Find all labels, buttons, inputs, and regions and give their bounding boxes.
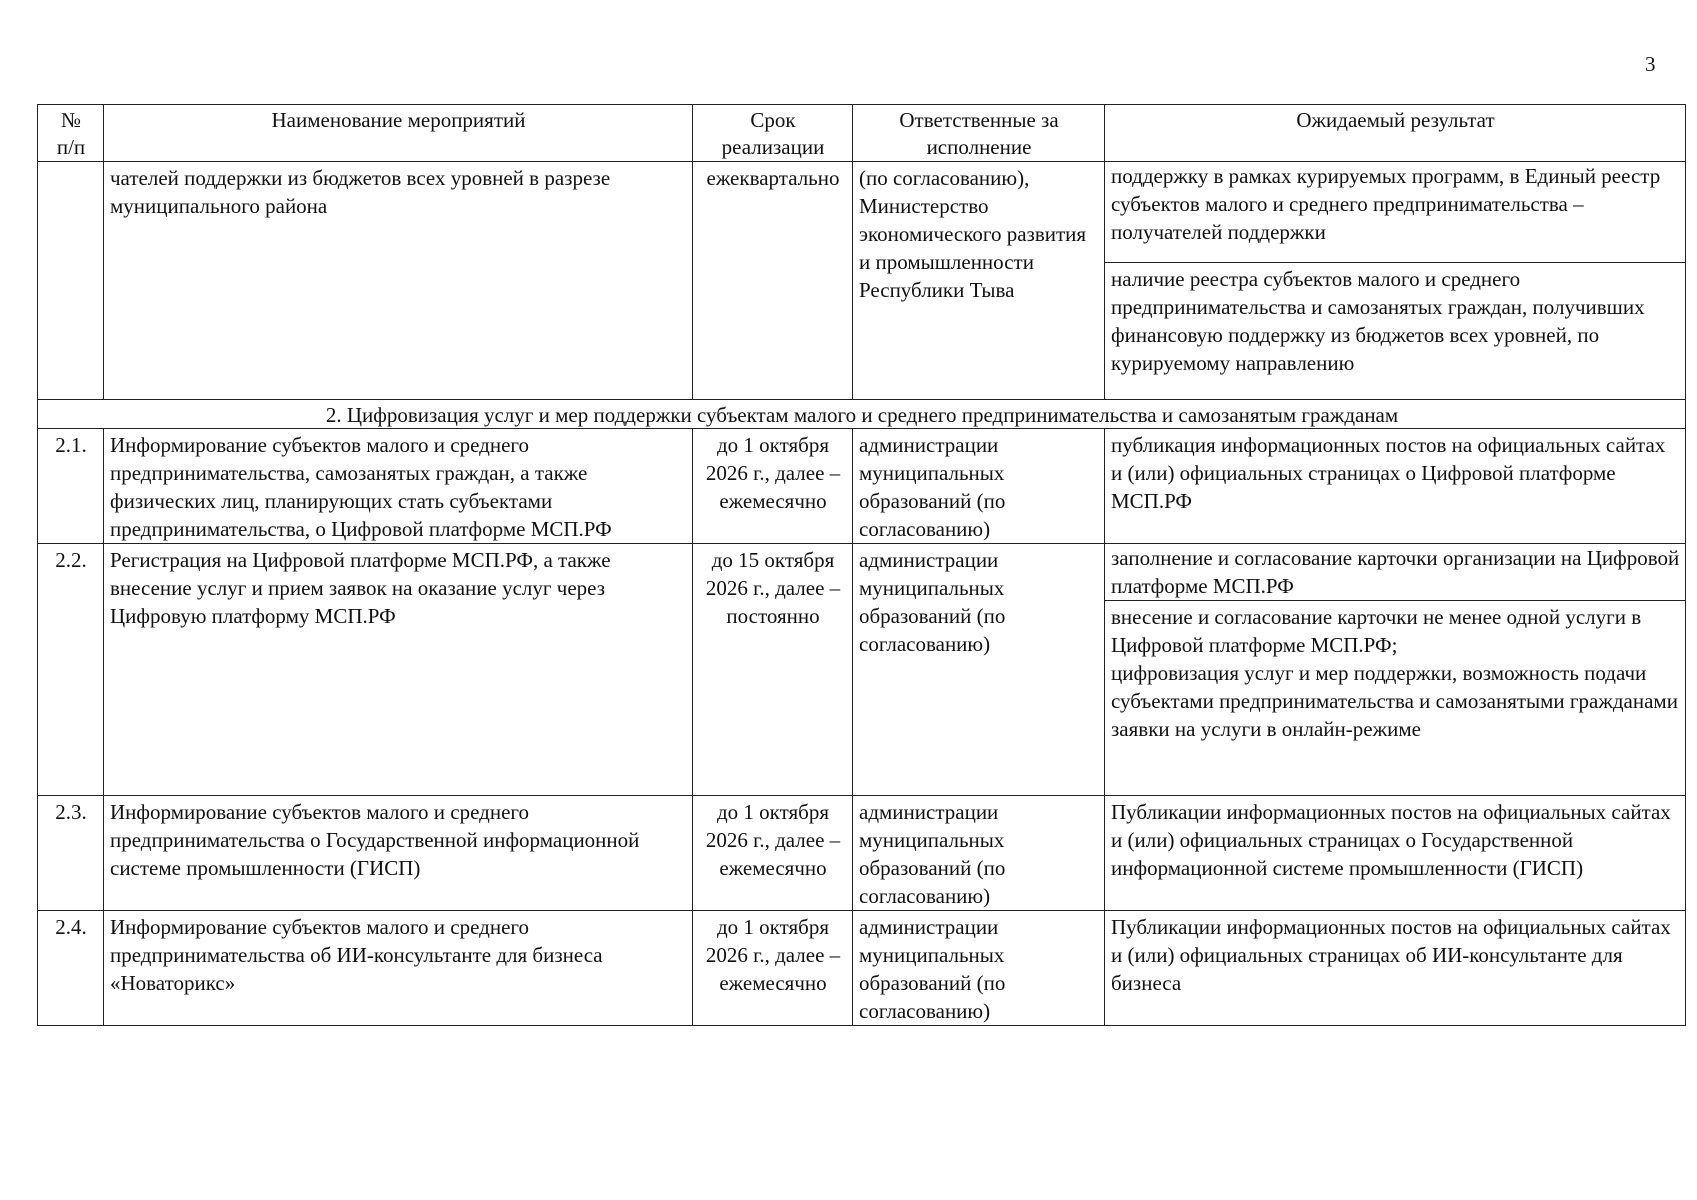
row-responsible: администрации муниципальных образований (по согласованию) [853, 544, 1105, 796]
header-name: Наименование мероприятий [104, 105, 693, 162]
header-responsible: Ответственные за исполнение [853, 105, 1105, 162]
table-row [38, 429, 1686, 544]
row-results: Публикации информационных постов на официальных сайтах и (или) официальных страницах о Государственной информационной системе промышленности (ГИСП) [1105, 796, 1686, 911]
row-term: ежеквартально [693, 162, 853, 400]
row-responsible: (по согласованию), Министерство экономического развития и промышленности Республики Тыва [853, 162, 1105, 400]
row-num: 2.3. [38, 796, 104, 911]
result-item: наличие реестра субъектов малого и среднего предпринимательства и самозанятых граждан, получивших финансовую поддержку из бюджетов всех уровней, по курируемому направлению [1105, 262, 1685, 377]
row-name: Регистрация на Цифровой платформе МСП.РФ, а также внесение услуг и прием заявок на оказание услуг через Цифровую платформу МСП.РФ [104, 544, 693, 796]
row-term: до 1 октября 2026 г., далее – ежемесячно [693, 429, 853, 544]
row-results: Публикации информационных постов на официальных сайтах и (или) официальных страницах об ИИ-консультанте для бизнеса [1105, 911, 1686, 1026]
table-header-row [38, 105, 1686, 162]
result-item: внесение и согласование карточки не менее одной услуги в Цифровой платформе МСП.РФ; цифровизация услуг и мер поддержки, возможность подачи субъектами предпринимательства и самозанятыми гражданами заявки на услуги в онлайн-режиме [1105, 600, 1685, 743]
activities-table [37, 104, 1686, 1026]
row-name: Информирование субъектов малого и среднего предпринимательства об ИИ-консультанте для бизнеса «Новаторикс» [104, 911, 693, 1026]
table-row [38, 544, 1686, 796]
row-term: до 1 октября 2026 г., далее – ежемесячно [693, 796, 853, 911]
header-num: № п/п [38, 105, 104, 162]
row-name: Информирование субъектов малого и среднего предпринимательства о Государственной информационной системе промышленности (ГИСП) [104, 796, 693, 911]
row-responsible: администрации муниципальных образований (по согласованию) [853, 796, 1105, 911]
row-num: 2.2. [38, 544, 104, 796]
table-row [38, 911, 1686, 1026]
result-item: поддержку в рамках курируемых программ, в Единый реестр субъектов малого и среднего предпринимательства – получателей поддержки [1111, 164, 1661, 244]
row-results: публикация информационных постов на официальных сайтах и (или) официальных страницах о Цифровой платформе МСП.РФ [1105, 429, 1686, 544]
row-num: 2.1. [38, 429, 104, 544]
header-result: Ожидаемый результат [1105, 105, 1686, 162]
row-num [38, 162, 104, 400]
row-term: до 15 октября 2026 г., далее – постоянно [693, 544, 853, 796]
table-row [38, 162, 1686, 400]
row-results [1105, 162, 1686, 400]
row-num: 2.4. [38, 911, 104, 1026]
result-item: заполнение и согласование карточки организации на Цифровой платформе МСП.РФ [1111, 546, 1680, 598]
row-results [1105, 544, 1686, 796]
row-term: до 1 октября 2026 г., далее – ежемесячно [693, 911, 853, 1026]
row-name: Информирование субъектов малого и среднего предпринимательства, самозанятых граждан, а также физических лиц, планирующих стать субъектами предпринимательства, о Цифровой платформе МСП.РФ [104, 429, 693, 544]
section-row [38, 400, 1686, 429]
row-responsible: администрации муниципальных образований (по согласованию) [853, 911, 1105, 1026]
table-row [38, 796, 1686, 911]
section-title: 2. Цифровизация услуг и мер поддержки субъектам малого и среднего предпринимательства и самозанятым гражданам [38, 400, 1686, 429]
header-term: Срок реализации [693, 105, 853, 162]
row-name: чателей поддержки из бюджетов всех уровней в разрезе муниципального района [104, 162, 693, 400]
row-responsible: администрации муниципальных образований (по согласованию) [853, 429, 1105, 544]
page-number: 3 [1645, 52, 1656, 76]
